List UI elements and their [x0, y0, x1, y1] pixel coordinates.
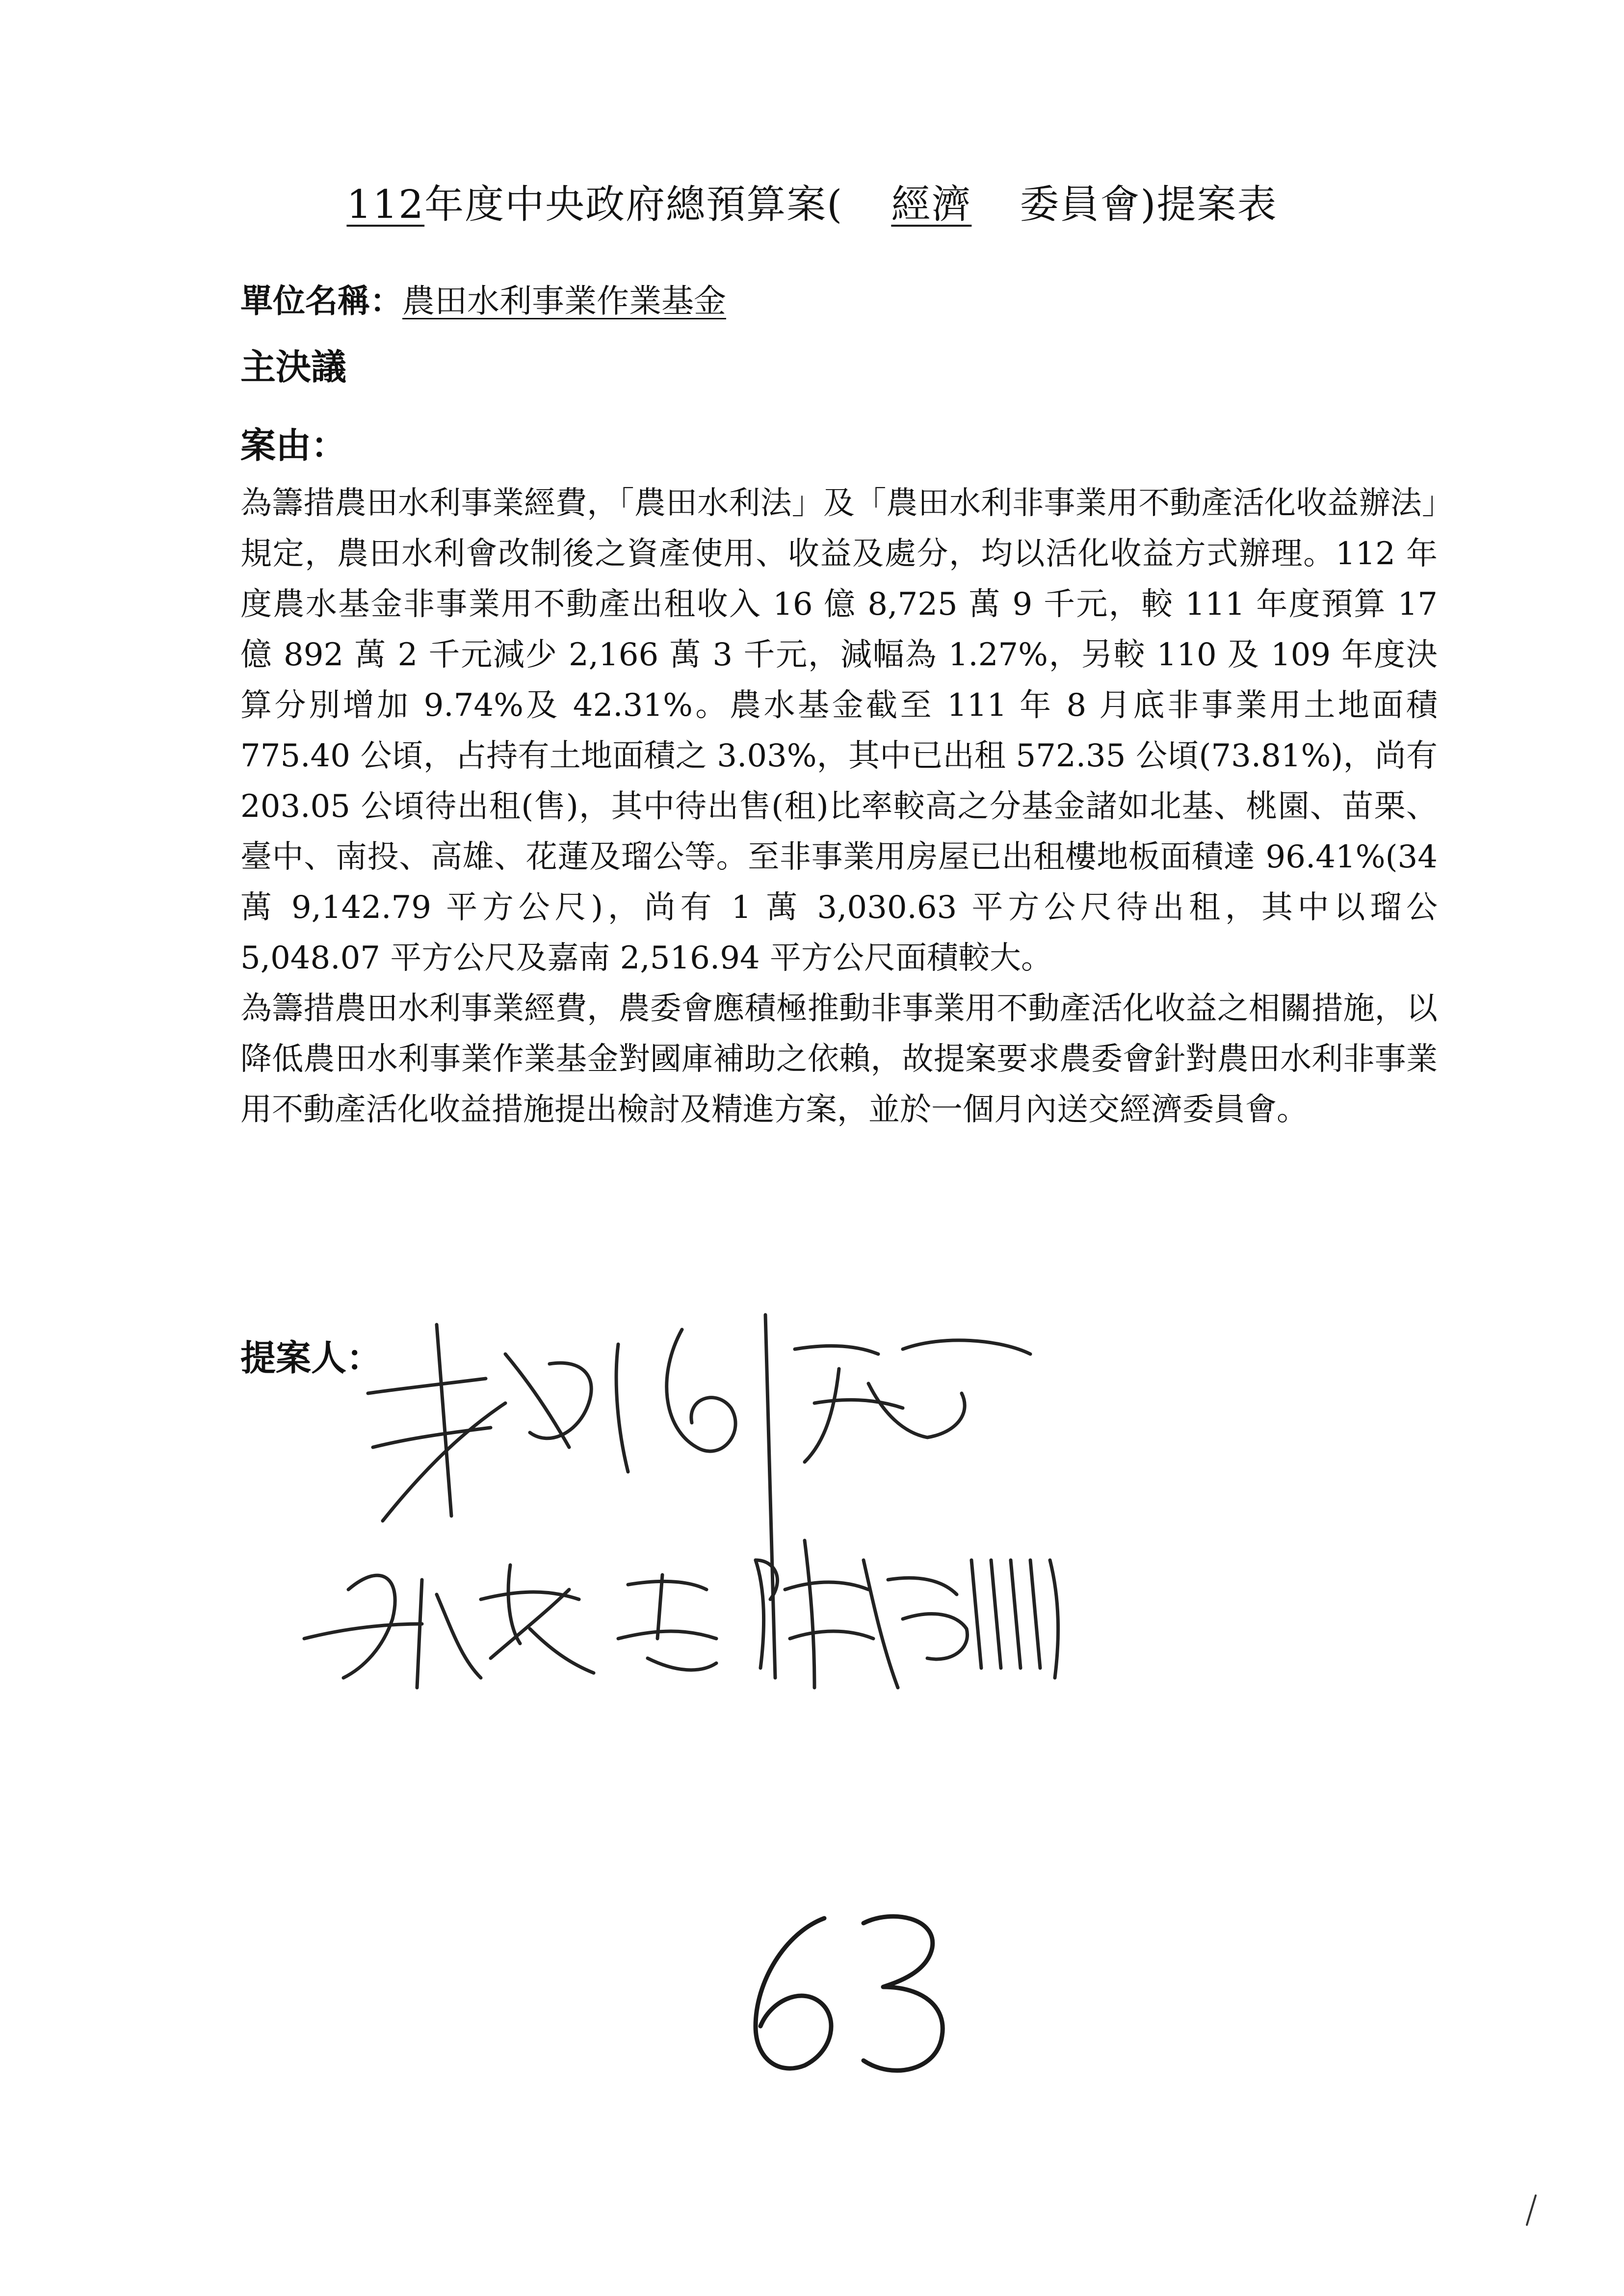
title-prefix: 年度中央政府總預算案( [424, 182, 843, 227]
proposer-label: 提案人： [240, 1337, 382, 1379]
unit-name-line [240, 275, 726, 321]
reason-body [240, 478, 1438, 1135]
reason-paragraph-2: 為籌措農田水利事業經費，農委會應積極推動非事業用不動產活化收益之相關措施，以降低農田水利事業作業基金對國庫補助之依賴，故提案要求農委會針對農田水利非事業用不動產活化收益措施提出檢討及精進方案，並於一個月內送交經濟委員會。 [240, 991, 1438, 1128]
form-title [0, 173, 1624, 229]
signature-3 [756, 1540, 1058, 1688]
unit-name-label: 單位名稱： [240, 282, 402, 320]
title-committee: 經濟 [891, 182, 972, 227]
main-resolution-heading: 主決議 [240, 346, 347, 388]
corner-mark [1521, 2193, 1541, 2227]
reason-heading: 案由： [240, 424, 347, 466]
signature-1 [368, 1315, 1030, 1678]
title-year: 112 [346, 182, 425, 227]
unit-name-value: 農田水利事業作業基金 [402, 282, 726, 320]
handwritten-signatures [275, 1285, 1158, 1727]
signature-2 [304, 1565, 716, 1688]
page-number-handwritten [736, 1904, 962, 2090]
reason-paragraph-1: 為籌措農田水利事業經費，「農田水利法」及「農田水利非事業用不動產活化收益辦法」規定，農田水利會改制後之資產使用、收益及處分，均以活化收益方式辦理。112 年度農水基金非事業用不動產出租收入 16 億 8,725 萬 9 千元，較 111 年度預算 17 億 892 萬 2 千元減少 2,166 萬 3 千元，減幅為 1.27%，另較 110 及 109 年度決算分別增加 9.74%及 42.31%。農水基金截至 111 年 8 月底非事業用土地面積 775.40 公頃，占持有土地面積之 3.03%，其中已出租 572.35 公頃(73.81%)，尚有 203.05 公頃待出租(售)，其中待出售(租)比率較高之分基金諸如北基、桃園、苗栗、臺中、南投、高雄、花蓮及瑠公等。至非事業用房屋已出租樓地板面積達 96.41%(34 萬 9,142.79 平方公尺)，尚有 1 萬 3,030.63 平方公尺待出租，其中以瑠公 5,048.07 平方公尺及嘉南 2,516.94 平方公尺面積較大。 [240, 485, 1438, 976]
title-suffix: 委員會)提案表 [1020, 182, 1278, 227]
